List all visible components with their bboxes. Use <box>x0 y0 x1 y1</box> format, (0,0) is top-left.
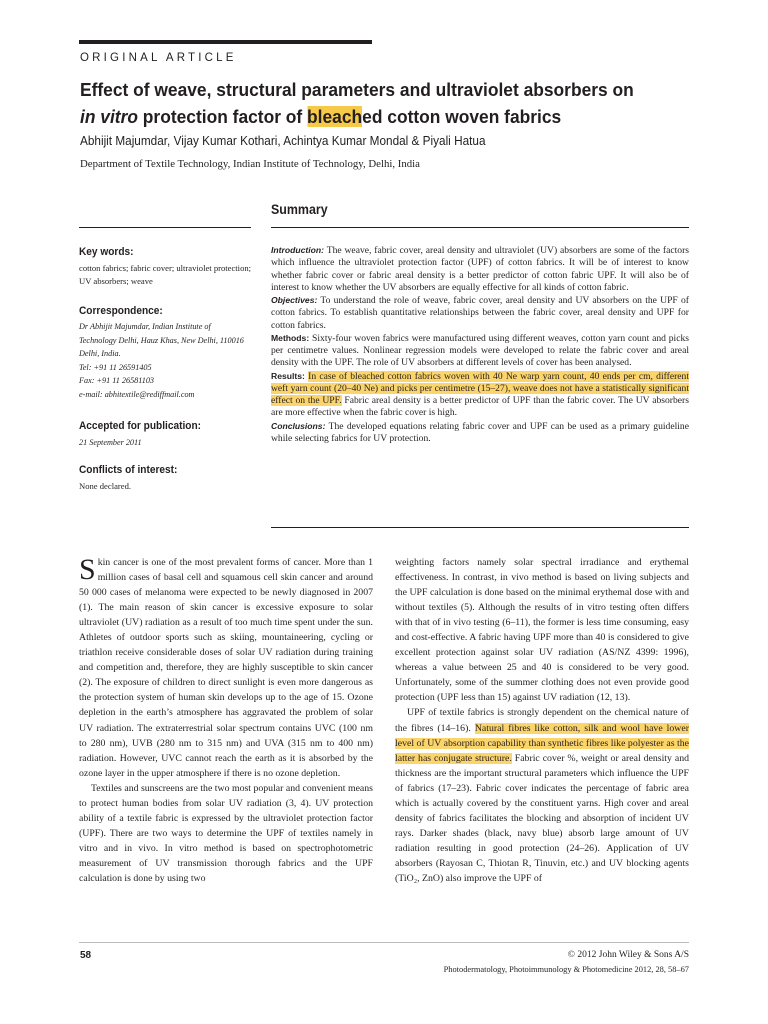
results-label: Results: <box>271 370 305 381</box>
abstract-conclusions <box>271 420 689 446</box>
summary-rule-bottom <box>271 527 689 528</box>
copyright: © 2012 John Wiley & Sons A/S <box>567 950 689 960</box>
title-line-2 <box>80 103 682 130</box>
title-pre: protection factor of <box>137 106 308 127</box>
body-right-column <box>395 555 689 886</box>
summary-rule-top <box>271 227 689 228</box>
correspondence-line: Tel: +91 11 26591405 <box>79 362 152 372</box>
abstract-methods <box>271 332 689 370</box>
results-text: Fabric areal density is a better predictor of UPF than the fabric cover. The UV absorbers are more effective when the fabric cover is high. <box>271 395 689 419</box>
header-rule <box>79 40 372 44</box>
sidebar-rule <box>79 227 251 228</box>
authors: Abhijit Majumdar, Vijay Kumar Kothari, Achintya Kumar Mondal & Piyali Hatua <box>80 133 486 148</box>
keywords-heading: Key words: <box>79 246 134 258</box>
body-paragraph: weighting factors namely solar spectral irradiance and erythemal effectiveness. In contrast, in vivo method is based on living subjects and the UPF calculation is done based on the minimal erythemal dose with and without textiles (5). Although the results of in vitro testing often differs with that of in vivo testing (6–11), the former is less time consuming, easy and cost-effective. A fabric having UPF more than 40 is considered to give excellent protection against solar UV radiation (AS/NZ 4399: 1996), whereas a value between 25 and 40 is considered to be very good. Unfortunately, some of the summer clothing does not even provide good protection (UPF less than 15) against UV radiation (12, 13). <box>395 557 689 704</box>
correspondence-heading: Correspondence: <box>79 305 163 317</box>
conclusions-label: Conclusions: <box>271 420 326 431</box>
footer-rule <box>79 942 689 943</box>
methods-label: Methods: <box>271 332 310 343</box>
keywords-text: cotton fabrics; fabric cover; ultraviolet protection; UV absorbers; weave <box>79 263 252 286</box>
methods-text: Sixty-four woven fabrics were manufactured using different weaves, cotton yarn count and picks per centimetre values. Nonlinear regression models were developed to relate the fabric cover and areal density with the UPF. The role of UV absorbers at different levels of cover has been analysed. <box>271 332 689 369</box>
summary-abstract <box>271 244 689 445</box>
body-paragraph: Textiles and sunscreens are the two most popular and convenient means to protect human bodies from solar UV radiation (3, 4). UV protection ability of a textile fabric is expressed by the ultraviolet protection factor (UPF). There are two ways to determine the UPF of textiles namely in vitro and in vivo. In vitro method is based on spectrophotometric measurement of UV transmission thorough fabrics and the UPF calculation is done by using two <box>79 782 373 884</box>
right-p2-highlight: Natural fibres like cotton, silk and wool have lower level of UV absorption capability than synthetic fibres like polyester as the latter has conjugate structure. <box>395 722 689 764</box>
correspondence-line: Technology Delhi, Hauz Khas, New Delhi, 110016 <box>79 335 244 345</box>
body-left-column <box>79 555 373 886</box>
correspondence-line: Dr Abhijit Majumdar, Indian Institute of <box>79 322 211 331</box>
body-paragraph <box>79 555 373 781</box>
right-p2-pre: UPF of textile fabrics is strongly dependent on the chemical nature of the fibres (14–16). <box>395 707 689 734</box>
conclusions-text: The developed equations relating fabric cover and UPF can be used as a primary guideline while selecting fabrics for UV protection. <box>271 420 689 444</box>
body-paragraph <box>395 705 689 886</box>
abstract-objectives <box>271 294 689 332</box>
conflicts-heading: Conflicts of interest: <box>79 464 178 476</box>
intro-label: Introduction: <box>271 245 324 255</box>
dropcap: S <box>79 553 96 586</box>
intro-text: The weave, fabric cover, areal density and ultraviolet (UV) absorbers are some of the factors which influence the ultraviolet protection factor (UPF) of cotton fabrics. It will be of interest to know whether fabric cover or fabric areal density is a better predictor of cotton fabric UPF. It will also be of interest to know whether the UV absorbers are equally effective for all kinds of cotton fabric. <box>271 245 689 293</box>
conflicts-text: None declared. <box>79 481 132 491</box>
title-line-1: Effect of weave, structural parameters and ultraviolet absorbers on <box>80 79 634 100</box>
article-title <box>80 76 682 130</box>
summary-heading: Summary <box>271 202 328 217</box>
title-post: ed cotton woven fabrics <box>362 106 562 127</box>
abstract-introduction <box>271 244 689 294</box>
accepted-heading: Accepted for publication: <box>79 420 202 432</box>
correspondence-email[interactable]: e-mail: abhitextile@rediffmail.com <box>79 389 195 399</box>
correspondence-line: Delhi, India. <box>79 349 121 359</box>
right-p2-post: Fabric cover %, weight or areal density and thickness are the important structural parameters which influence the UPF of fabrics (17–23). Fabric cover indicates the percentage of fabric area which is actually covered by the constituent yarns. High cover and areal density of fabrics facilitates the blocking and absorption of incident UV rays. Darker shades (black, navy blue) absorb large amount of UV radiation resulting in good protection (24–26). Application of UV absorbers (Rayosan C, Thiotan R, Tinuvin, etc.) and UV blocking agents (TiO₂, ZnO) also improve the UPF of <box>395 752 689 884</box>
left-p1-text: kin cancer is one of the most prevalent forms of cancer. More than 1 million cases of basal cell and squamous cell skin cancer and around 50 000 cases of melanoma were expected to be newly diagnosed in 2007 (1). The main reason of skin cancer is excessive exposure to solar ultraviolet (UV) radiation as a result of too much time spent under the sun. Athletes of outdoor sports such as skiing, mountaineering, cycling or triathlon receive considerable doses of solar UV radiation during training and competition and, therefore, they are highly susceptible to skin cancer (2). The exposure of children to direct sunlight is even more dangerous as the protection system of human skin develops up to the age of 15. Ozone depletion in the earth’s atmosphere has aggravated the problem of solar UV radiation. The extraterrestrial solar spectrum contains UVC (100 nm to 280 nm), UVB (280 nm to 315 nm) and UVA (315 nm to 400 nm) radiation. However, UVC cannot reach the earth as it is absorbed by the ozone layer in the upper atmosphere if there is no ozone depletion. <box>79 557 373 779</box>
objectives-label: Objectives: <box>271 295 318 305</box>
title-italic: in vitro <box>80 106 138 127</box>
results-highlight: In case of bleached cotton fabrics woven with 40 Ne warp yarn count, 40 ends per cm, different weft yarn count (20–40 Ne) and picks per centimetre (15–27), weave does not have a statistically significant effect on the UPF. <box>271 370 690 406</box>
correspondence-line: Fax: +91 11 26581103 <box>79 376 155 386</box>
accepted-date: 21 September 2011 <box>79 438 142 447</box>
title-highlight: bleach <box>307 106 363 127</box>
correspondence-block <box>79 320 259 402</box>
affiliation: Department of Textile Technology, Indian Institute of Technology, Delhi, India <box>80 158 420 170</box>
abstract-results <box>271 370 689 420</box>
section-tag: ORIGINAL ARTICLE <box>80 52 237 64</box>
journal-citation: Photodermatology, Photoimmunology & Photomedicine 2012, 28, 58–67 <box>443 965 689 974</box>
page-number: 58 <box>80 950 92 961</box>
objectives-text: To understand the role of weave, fabric cover, areal density and UV absorbers on the UPF of cotton fabrics. To establish quantitative relationships between the fabric cover, areal density and UPF for cotton fabrics. <box>271 295 689 331</box>
